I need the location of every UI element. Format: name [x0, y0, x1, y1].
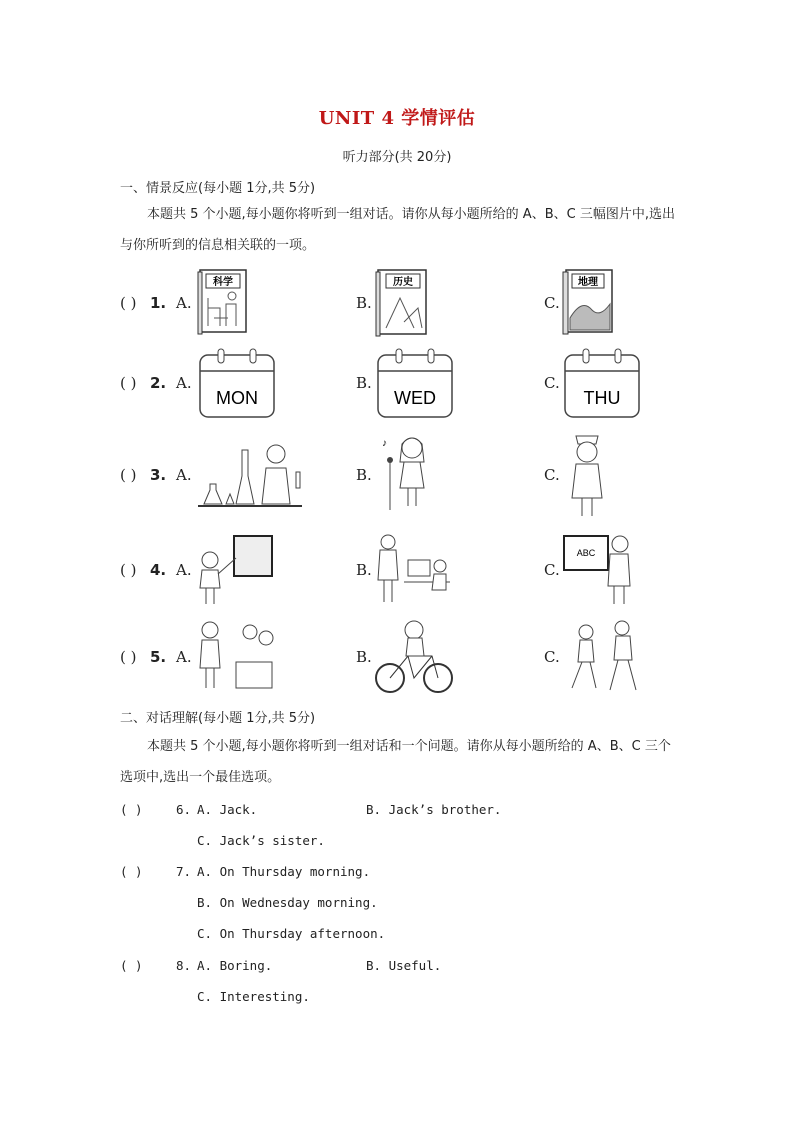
- calendar-day-mon: MON: [216, 388, 258, 408]
- question-number-4: 4.: [150, 561, 167, 579]
- option-1a-label: A.: [176, 294, 192, 312]
- music-note-icon: ♪: [382, 438, 387, 449]
- board-text-abc: ABC: [576, 548, 596, 558]
- book-title-science: 科学: [213, 277, 233, 288]
- part1-instruction: 本题共 5 个小题,每小题你将听到一组对话。请你从每小题所给的 A、B、C 三幅图片中,选出与你所听到的信息相关联的一项。: [120, 207, 675, 253]
- option-7a[interactable]: A. On Thursday morning.: [197, 864, 371, 879]
- option-8b[interactable]: B. Useful.: [366, 958, 442, 973]
- option-5c-label: C.: [544, 648, 560, 666]
- geography-book-picture[interactable]: [560, 268, 616, 336]
- option-2b-label: B.: [356, 374, 372, 392]
- option-3a-label: A.: [176, 466, 192, 484]
- boy-on-bicycle-picture[interactable]: [374, 616, 456, 696]
- answer-blank-5[interactable]: ( ): [120, 648, 137, 666]
- option-2a-label: A.: [176, 374, 192, 392]
- history-book-picture[interactable]: [374, 268, 430, 338]
- option-2c-label: C.: [544, 374, 560, 392]
- teacher-abc-board-picture[interactable]: [562, 530, 634, 608]
- children-running-picture[interactable]: [562, 618, 644, 694]
- book-title-geography: 地理: [578, 277, 598, 288]
- book-title-history: 历史: [393, 277, 413, 288]
- calendar-thursday-picture[interactable]: [563, 347, 641, 419]
- option-8c[interactable]: C. Interesting.: [197, 989, 310, 1004]
- option-3c-label: C.: [544, 466, 560, 484]
- page-subtitle: 听力部分(共 20分): [342, 150, 452, 165]
- option-1b-label: B.: [356, 294, 372, 312]
- calendar-day-thu: THU: [583, 388, 621, 408]
- calendar-wednesday-picture[interactable]: [376, 347, 454, 419]
- option-6a[interactable]: A. Jack.: [197, 802, 258, 817]
- option-3b-label: B.: [356, 466, 372, 484]
- option-4b-label: B.: [356, 561, 372, 579]
- answer-blank-8[interactable]: ( ): [120, 958, 143, 973]
- answer-blank-6[interactable]: ( ): [120, 802, 143, 817]
- question-number-2: 2.: [150, 374, 167, 392]
- students-at-desk-picture[interactable]: [196, 618, 282, 692]
- answer-blank-4[interactable]: ( ): [120, 561, 137, 579]
- part2-heading: 二、对话理解(每小题 1分,共 5分): [120, 711, 316, 726]
- option-4a-label: A.: [176, 561, 192, 579]
- part1-heading: 一、情景反应(每小题 1分,共 5分): [120, 181, 316, 196]
- option-6c[interactable]: C. Jack’s sister.: [197, 833, 325, 848]
- calendar-day-wed: WED: [394, 388, 436, 408]
- answer-blank-7[interactable]: ( ): [120, 864, 143, 879]
- question-number-7: 7.: [176, 864, 192, 879]
- answer-blank-1[interactable]: ( ): [120, 294, 137, 312]
- science-book-picture[interactable]: [196, 268, 250, 336]
- computer-class-picture[interactable]: [374, 530, 454, 606]
- option-7b[interactable]: B. On Wednesday morning.: [197, 895, 378, 910]
- question-number-1: 1.: [150, 294, 167, 312]
- question-number-8: 8.: [176, 958, 192, 973]
- option-7c[interactable]: C. On Thursday afternoon.: [197, 926, 386, 941]
- question-number-5: 5.: [150, 648, 167, 666]
- science-lab-picture[interactable]: [196, 436, 306, 512]
- page-title: UNIT 4 学情评估: [318, 108, 476, 129]
- option-6b[interactable]: B. Jack’s brother.: [366, 802, 502, 817]
- option-5b-label: B.: [356, 648, 372, 666]
- boy-at-blackboard-picture[interactable]: [196, 532, 276, 608]
- girl-singing-picture[interactable]: [380, 432, 440, 512]
- answer-blank-2[interactable]: ( ): [120, 374, 137, 392]
- calendar-monday-picture[interactable]: [198, 347, 276, 419]
- option-4c-label: C.: [544, 561, 560, 579]
- answer-blank-3[interactable]: ( ): [120, 466, 137, 484]
- option-8a[interactable]: A. Boring.: [197, 958, 273, 973]
- part2-instruction: 本题共 5 个小题,每小题你将听到一组对话和一个问题。请你从每小题所给的 A、B、C 三个选项中,选出一个最佳选项。: [120, 739, 671, 785]
- question-number-6: 6.: [176, 802, 192, 817]
- nurse-picture[interactable]: [562, 428, 612, 518]
- option-1c-label: C.: [544, 294, 560, 312]
- question-number-3: 3.: [150, 466, 167, 484]
- option-5a-label: A.: [176, 648, 192, 666]
